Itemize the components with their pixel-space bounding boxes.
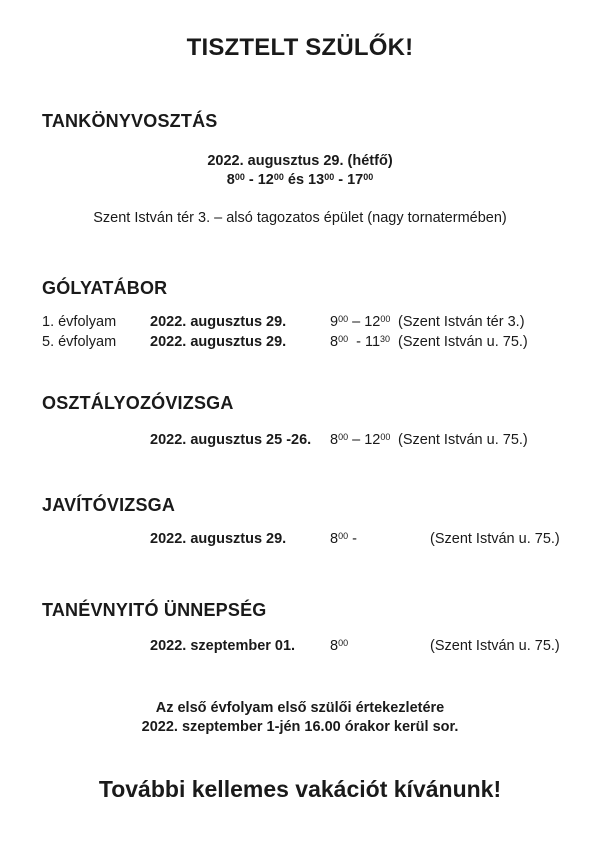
location-cell: (Szent István u. 75.): [430, 638, 560, 654]
section-heading-tanevnyito: TANÉVNYITÓ ÜNNEPSÉG: [42, 600, 267, 620]
date-cell: 2022. augusztus 29.: [150, 531, 287, 547]
time-cell: $8^{00} - 11^{30}$: [330, 333, 391, 350]
distribution-location: Szent István tér 3. – alsó tagozatos épület (nagy tornatermében): [93, 210, 507, 226]
date-cell: 2022. augusztus 25 -26.: [150, 432, 312, 448]
location-cell: (Szent István u. 75.): [398, 432, 528, 448]
time-cell: $8^{00}$: [330, 637, 349, 654]
grade-cell: 1. évfolyam: [42, 314, 117, 330]
time-cell: $8^{00}$ -: [330, 530, 357, 547]
meeting-note-line2: 2022. szeptember 1-jén 16.00 órakor kerül sor.: [141, 719, 459, 735]
location-cell: (Szent István tér 3.): [398, 314, 525, 330]
location-cell: (Szent István u. 75.): [430, 531, 560, 547]
section-heading-javitovizsga: JAVÍTÓVIZSGA: [42, 495, 176, 515]
grade-cell: 5. évfolyam: [42, 334, 117, 350]
meeting-note-line1: Az első évfolyam első szülői értekezletére: [155, 700, 445, 716]
schedule-row-osztalyozovizsga: [0, 432, 600, 452]
schedule-row-golyatabor-5: [0, 334, 600, 354]
section-heading-tankonyvosztas: TANKÖNYVOSZTÁS: [42, 111, 218, 131]
date-cell: 2022. szeptember 01.: [150, 638, 296, 654]
closing-message: További kellemes vakációt kívánunk!: [98, 776, 502, 802]
schedule-row-golyatabor-1: [0, 314, 600, 334]
schedule-row-javitovizsga: [0, 531, 600, 551]
distribution-time: $8^{00} - 12^{00}$ és $13^{00} - 17^{00}$: [226, 171, 374, 188]
date-cell: 2022. augusztus 29.: [150, 334, 287, 350]
schedule-row-tanevnyito: [0, 638, 600, 658]
distribution-date: 2022. augusztus 29. (hétfő): [207, 153, 393, 169]
time-cell: $8^{00} - 12^{00}$: [330, 431, 391, 448]
section-heading-golyatabor: GÓLYATÁBOR: [42, 278, 168, 298]
page-title: TISZTELT SZÜLŐK!: [186, 34, 414, 61]
date-cell: 2022. augusztus 29.: [150, 314, 287, 330]
time-cell: $9^{00} - 12^{00}$: [330, 313, 391, 330]
section-heading-osztalyozovizsga: OSZTÁLYOZÓVIZSGA: [42, 393, 234, 413]
location-cell: (Szent István u. 75.): [398, 334, 528, 350]
